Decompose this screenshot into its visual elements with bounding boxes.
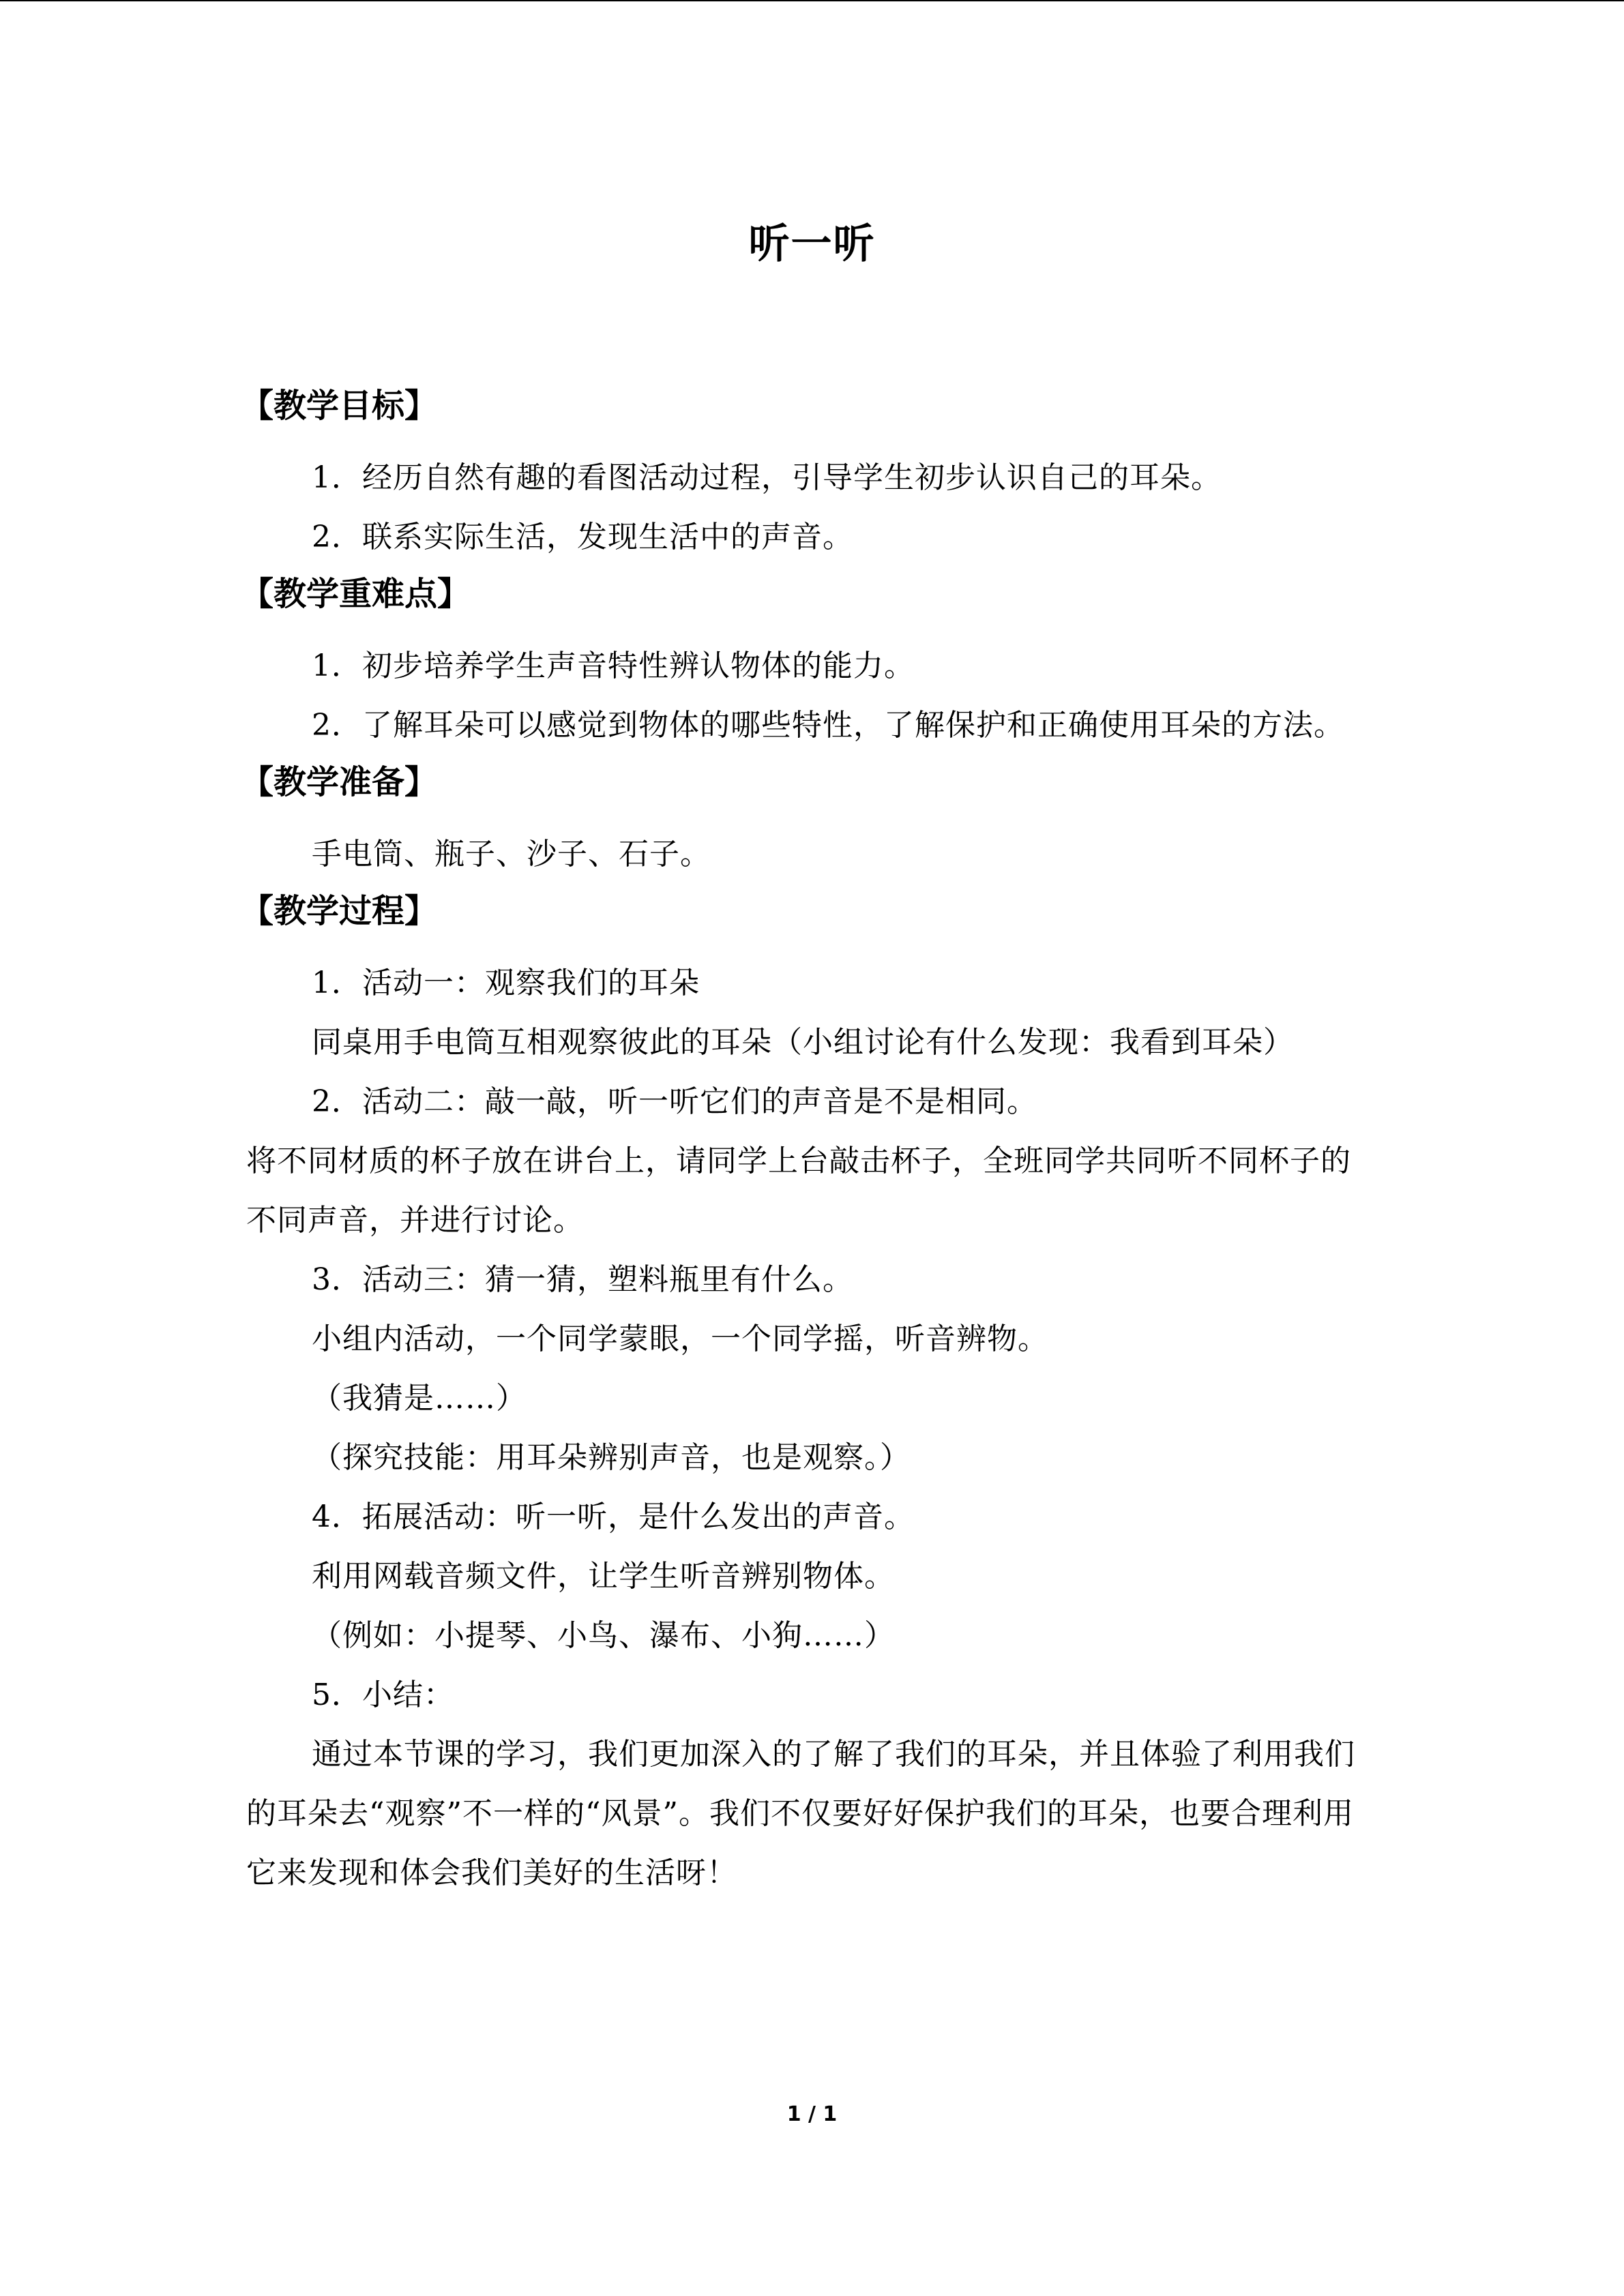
paragraph: 2．联系实际生活，发现生活中的声音。 <box>312 520 853 554</box>
section-key-difficulties <box>241 573 1378 755</box>
paragraph: （我猜是……） <box>312 1381 527 1416</box>
section-preparation <box>241 762 1378 884</box>
paragraph: 将不同材质的杯子放在讲台上，请同学上台敲击杯子，全班同学共同听不同杯子的不同声音，并进行讨论。 <box>246 1144 1351 1238</box>
paragraph: 2．了解耳朵可以感觉到物体的哪些特性，了解保护和正确使用耳朵的方法。 <box>312 708 1344 743</box>
page-number: 1 / 1 <box>786 2102 838 2126</box>
section-heading: 【教学重难点】 <box>241 575 471 613</box>
paragraph: 通过本节课的学习，我们更加深入的了解了我们的耳朵，并且体验了利用我们的耳朵去“观察”不一样的“风景”。我们不仅要好好保护我们的耳朵，也要合理利用它来发现和体会我们美好的生活呀！ <box>246 1737 1355 1890</box>
paragraph: 手电筒、瓶子、沙子、石子。 <box>312 837 711 871</box>
paragraph: 同桌用手电筒互相观察彼此的耳朵（小组讨论有什么发现：我看到耳朵） <box>312 1025 1294 1060</box>
paragraph: 2．活动二：敲一敲，听一听它们的声音是不是相同。 <box>312 1084 1037 1119</box>
paragraph: 3．活动三：猜一猜，塑料瓶里有什么。 <box>312 1262 853 1297</box>
section-heading: 【教学目标】 <box>241 387 438 425</box>
paragraph: 小组内活动，一个同学蒙眼，一个同学摇，听音辨物。 <box>312 1322 1048 1356</box>
paragraph: 1．经历自然有趣的看图活动过程，引导学生初步认识自己的耳朵。 <box>312 460 1222 495</box>
paragraph: 1．初步培养学生声音特性辨认物体的能力。 <box>312 648 915 683</box>
paragraph: （探究技能：用耳朵辨别声音，也是观察。） <box>312 1440 911 1475</box>
section-heading: 【教学过程】 <box>241 892 438 930</box>
paragraph: 4．拓展活动：听一听，是什么发出的声音。 <box>312 1500 915 1534</box>
page-title: 听一听 <box>748 220 876 268</box>
paragraph: （例如：小提琴、小鸟、瀑布、小狗……） <box>312 1618 895 1653</box>
section-teaching-process <box>241 891 1378 1903</box>
section-teaching-goals <box>241 385 1378 567</box>
paragraph: 利用网载音频文件，让学生听音辨别物体。 <box>312 1559 895 1594</box>
paragraph: 1．活动一：观察我们的耳朵 <box>312 966 700 1000</box>
paragraph: 5．小结： <box>312 1678 454 1712</box>
document-body <box>241 385 1378 1909</box>
section-heading: 【教学准备】 <box>241 763 438 801</box>
